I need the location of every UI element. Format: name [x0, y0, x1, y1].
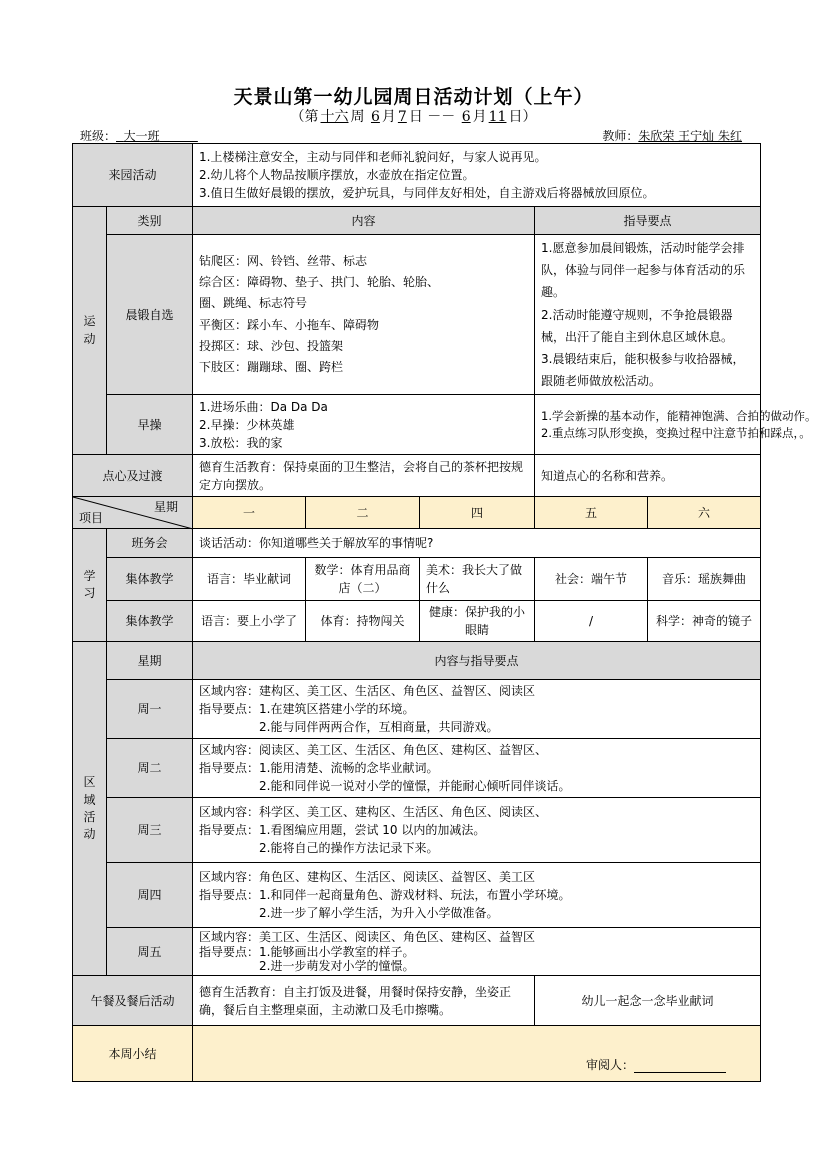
snack-content: 德育生活教育：保持桌面的卫生整洁，会将自己的茶杯把按规定方向摆放。 — [193, 455, 535, 497]
class-meeting-row — [73, 529, 761, 558]
snack-row — [73, 455, 761, 497]
plan-table — [72, 143, 817, 1082]
area-day-row — [73, 798, 761, 863]
teacher-label: 教师： — [602, 129, 639, 143]
area-line: 指导要点：1.看图编应用题，尝试 10 以内的加减法。 — [199, 823, 486, 838]
category-header: 类别 — [107, 207, 193, 235]
class-meeting-label: 班务会 — [107, 529, 193, 558]
lunch-guidance: 幼儿一起念一念毕业献词 — [535, 976, 761, 1026]
area-day-row — [73, 739, 761, 798]
area-day-row — [73, 680, 761, 739]
lesson-cell: 音乐：瑶族舞曲 — [648, 558, 761, 601]
class-name: 大一班 — [123, 129, 160, 143]
area-label — [73, 642, 107, 976]
morning-exercise-row — [73, 235, 761, 395]
reviewer-line — [586, 1056, 726, 1073]
exercise-area: 平衡区：踩小车、小拖车、障碍物 — [199, 317, 380, 332]
area-line: 指导要点：1.和同伴一起商量角色、游戏材料、玩法，布置小学环境。 — [199, 888, 571, 903]
guidance-header: 指导要点 — [535, 207, 761, 235]
guidance-point: 3.晨锻结束后，能积极参与收拾器械，跟随老师做放松活动。 — [541, 351, 745, 389]
class-label: 班级： — [80, 129, 117, 143]
summary-content[interactable] — [193, 1026, 761, 1082]
class-meeting-content: 谈话活动：你知道哪些关于解放军的事情呢? — [193, 529, 761, 558]
gym-item: 2.早操：少林英雄 — [199, 417, 295, 432]
end-month: 6 — [461, 109, 471, 125]
arrival-line: 2.幼儿将个人物品按顺序摆放，水壶放在指定位置。 — [199, 168, 475, 182]
area-header-row — [73, 642, 761, 680]
lunch-row — [73, 976, 761, 1026]
lesson-cell: 数学：体育用品商店（二） — [306, 558, 420, 601]
area-day-row — [73, 928, 761, 976]
area-line: 指导要点：1.能用清楚、流畅的念毕业献词。 — [199, 761, 439, 776]
day-header: 一 — [193, 497, 306, 529]
end-day: 11 — [488, 109, 507, 125]
study-label — [73, 529, 107, 642]
area-day-label: 周二 — [107, 739, 193, 798]
morning-exercise-content — [193, 235, 535, 395]
area-line: 2.进一步萌发对小学的憧憬。 — [259, 959, 415, 974]
area-line: 区域内容：阅读区、美工区、生活区、角色区、建构区、益智区、 — [199, 743, 548, 758]
area-line: 区域内容：建构区、美工区、生活区、角色区、益智区、阅读区 — [199, 684, 536, 699]
lunch-label: 午餐及餐后活动 — [73, 976, 193, 1026]
area-line: 指导要点：1.能够画出小学教室的样子。 — [199, 944, 415, 959]
lesson-cell: 语言：毕业献词 — [193, 558, 306, 601]
arrival-content — [193, 144, 761, 207]
group-teaching-row — [73, 601, 761, 642]
area-day-content — [193, 680, 761, 739]
arrival-line: 1.上楼梯注意安全，主动与同伴和老师礼貌问好，与家人说再见。 — [199, 150, 547, 164]
teacher-line — [602, 127, 742, 144]
day-word: 日） — [508, 109, 537, 125]
area-line: 区域内容：美工区、生活区、阅读区、角色区、建构区、益智区 — [199, 930, 536, 945]
lesson-cell: 社会：端午节 — [535, 558, 648, 601]
study-label-text: 学习 — [83, 568, 96, 601]
guidance-point: 1.愿意参加晨间锻炼，活动时能学会排队，体验与同伴一起参与体育活动的乐趣。 — [541, 241, 746, 300]
class-line — [80, 127, 198, 144]
morning-gym-row — [73, 395, 761, 455]
group-teaching-label: 集体教学 — [107, 601, 193, 642]
morning-exercise-guidance — [535, 235, 761, 395]
sports-label — [73, 207, 107, 455]
lesson-cell: 科学：神奇的镜子 — [648, 601, 761, 642]
area-day-content — [193, 863, 761, 928]
guidance-point: 1.学会新操的基本动作，能精神饱满、合拍的做动作。 — [541, 408, 817, 423]
area-line: 2.能和同伴说一说对小学的憧憬，并能耐心倾听同伴谈话。 — [259, 779, 571, 794]
summary-label: 本周小结 — [73, 1026, 193, 1082]
start-month: 6 — [370, 109, 380, 125]
area-line: 区域内容：科学区、美工区、建构区、生活区、角色区、阅读区、 — [199, 805, 548, 820]
date-range — [0, 106, 827, 126]
day-header: 二 — [306, 497, 420, 529]
morning-gym-label: 早操 — [107, 395, 193, 455]
gym-item: 1.进场乐曲：Da Da Da — [199, 399, 328, 414]
morning-gym-guidance — [535, 395, 817, 455]
area-line: 2.能与同伴两两合作，互相商量，共同游戏。 — [259, 720, 499, 735]
day-header: 六 — [648, 497, 761, 529]
area-label-text: 区域活动 — [83, 775, 96, 842]
reviewer-label: 审阅人： — [586, 1058, 635, 1072]
sports-header-row — [73, 207, 761, 235]
area-day-label: 周一 — [107, 680, 193, 739]
area-day-label: 周五 — [107, 928, 193, 976]
week-number: 十六 — [320, 109, 349, 125]
area-day-label: 周四 — [107, 863, 193, 928]
exercise-area: 下肢区：蹦蹦球、圈、跨栏 — [199, 360, 344, 375]
arrival-line: 3.值日生做好晨锻的摆放，爱护玩具，与同伴友好相处，自主游戏后将器械放回原位。 — [199, 186, 655, 200]
weekday-label: 星期 — [154, 500, 179, 515]
guidance-point: 2.重点练习队形变换，变换过程中注意节拍和踩点，。 — [541, 425, 811, 440]
sports-label-text: 运动 — [83, 314, 96, 346]
page-title: 天景山第一幼儿园周日活动计划（上午） — [233, 86, 594, 108]
area-content-header: 内容与指导要点 — [193, 642, 761, 680]
lesson-cell: 美术：我长大了做什么 — [420, 558, 535, 601]
exercise-area: 投掷区：球、沙包、投篮架 — [199, 339, 344, 354]
area-day-row — [73, 863, 761, 928]
area-day-content — [193, 798, 761, 863]
arrival-row — [73, 144, 761, 207]
day-header: 五 — [535, 497, 648, 529]
exercise-area: 综合区：障碍物、垫子、拱门、轮胎、轮胎、 — [199, 274, 440, 289]
group-teaching-row — [73, 558, 761, 601]
area-line: 2.能将自己的操作方法记录下来。 — [259, 841, 439, 856]
summary-row — [73, 1026, 761, 1082]
start-day: 7 — [397, 109, 407, 125]
exercise-area: 钻爬区：网、铃铛、丝带、标志 — [199, 253, 368, 268]
morning-gym-content — [193, 395, 535, 455]
area-line: 指导要点：1.在建筑区搭建小学的环境。 — [199, 702, 415, 717]
reviewer-signature-field[interactable] — [634, 1059, 726, 1073]
guidance-point: 2.活动时能遵守规则，不争抢晨锻器械，出汗了能自主到休息区域休息。 — [541, 307, 734, 344]
area-day-label: 周三 — [107, 798, 193, 863]
month-word: 月 — [472, 109, 487, 125]
group-teaching-label: 集体教学 — [107, 558, 193, 601]
month-word: 月 — [381, 109, 396, 125]
area-weekday-label: 星期 — [107, 642, 193, 680]
area-line: 2.进一步了解小学生活，为升入小学做准备。 — [259, 906, 499, 921]
area-day-content — [193, 739, 761, 798]
gym-item: 3.放松：我的家 — [199, 435, 283, 450]
subtitle-prefix: （第 — [290, 109, 319, 125]
area-day-content — [193, 928, 761, 976]
lesson-cell: / — [535, 601, 648, 642]
arrival-label: 来园活动 — [73, 144, 193, 207]
area-line: 区域内容：角色区、建构区、生活区、阅读区、益智区、美工区 — [199, 870, 536, 885]
teacher-value: 朱欣荣 王宁灿 朱红 — [638, 129, 742, 143]
lesson-cell: 健康：保护我的小眼睛 — [420, 601, 535, 642]
class-value — [116, 129, 198, 143]
day-header: 四 — [420, 497, 535, 529]
exercise-area: 圈、跳绳、标志符号 — [199, 296, 308, 311]
item-label: 项目 — [79, 511, 104, 526]
lunch-content: 德育生活教育：自主打饭及进餐，用餐时保持安静，坐姿正确，餐后自主整理桌面，主动漱口及毛巾擦嘴。 — [193, 976, 535, 1026]
snack-label: 点心及过渡 — [73, 455, 193, 497]
week-word: 周 — [350, 109, 365, 125]
diagonal-header-cell — [73, 497, 193, 529]
morning-exercise-label: 晨锻自选 — [107, 235, 193, 395]
lesson-cell: 语言：要上小学了 — [193, 601, 306, 642]
content-header: 内容 — [193, 207, 535, 235]
lesson-cell: 体育：持物闯关 — [306, 601, 420, 642]
snack-guidance: 知道点心的名称和营养。 — [535, 455, 761, 497]
day-word: 日 －－ — [408, 109, 456, 125]
week-header-row — [73, 497, 761, 529]
